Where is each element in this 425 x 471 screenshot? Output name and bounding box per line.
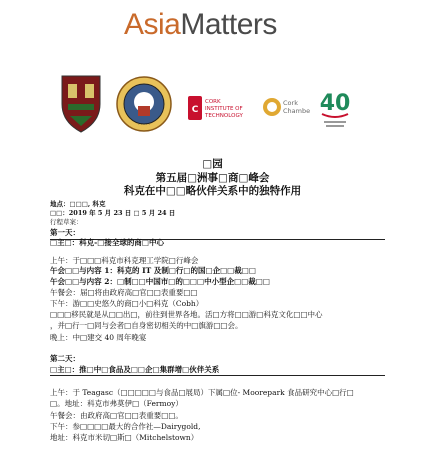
svg-text:· · · · ·: · · · · · xyxy=(138,122,150,127)
anniversary-40-logo-icon xyxy=(318,84,352,130)
day1-line: 下午：游□□史悠久的商□小□科克（Cobh） xyxy=(50,299,204,308)
header xyxy=(0,0,425,60)
svg-text:40: 40 xyxy=(319,91,351,116)
seal-logo-icon xyxy=(116,76,172,132)
svg-text:C: C xyxy=(191,105,199,115)
svg-text:CORK: CORK xyxy=(205,99,221,105)
day1-line: 上午：于□□□科克市科克理工学院□行峰会 xyxy=(50,256,199,265)
day1-line: 午会□□与内容 2：□制□□中国市□的□□□中小型企□□裁□□ xyxy=(50,277,270,286)
cork-chamber-logo-icon xyxy=(262,90,310,124)
day2-line: 地址：科克市米切□斯□（Mitchelstown） xyxy=(50,433,199,442)
day2-line: 下午：参□□□□最大的合作社—Dairygold, xyxy=(50,422,201,431)
partner-logos xyxy=(0,74,425,140)
day2-line: 午餐会：由政府高□官□□表重要□□。 xyxy=(50,411,183,420)
day1-line: ，并□行一□同与会者□自身密切相关的中□旗游□□会。 xyxy=(50,321,243,330)
dates-line: □□：2019 年 5 月 23 日 □ 5 月 24 日 xyxy=(50,209,176,217)
day1-line: 晚上：中□建交 40 周年晚宴 xyxy=(50,333,147,342)
svg-text:TECHNOLOGY: TECHNOLOGY xyxy=(205,113,243,119)
logo-matters: Matters xyxy=(180,8,277,41)
agenda-label: 行程草案： xyxy=(50,218,83,226)
asiamatters-logo xyxy=(124,8,277,42)
svg-text:Cork: Cork xyxy=(283,99,298,107)
day1-line: 午餐会：届□将由政府高□官□□表重要□□ xyxy=(50,288,198,297)
title-line-3: 科克在中□□略伙伴关系中的独特作用 xyxy=(123,185,302,197)
day2-line: 上午：于 Teagasc（□□□□□与食品□展局）下属□位- Moorepark 食品研究中心□行□ xyxy=(50,388,354,397)
day1-heading: 第一天： xyxy=(50,228,80,237)
svg-text:INSTITUTE OF: INSTITUTE OF xyxy=(205,106,243,112)
day2-theme: □主□：推□中□食品及□□企□集群增□伙伴关系 xyxy=(50,365,220,374)
day2-heading: 第二天： xyxy=(50,354,80,363)
day1-line: □□□移民就是从□□出□，前往到世界各地。活□方将□□游□科克文化□□中心 xyxy=(50,310,323,319)
day2-line: □。地址：科克市弗莫伊□（Fermoy） xyxy=(50,399,183,408)
day1-line: 午会□□与内容 1：科克的 IT 及制□行□的国□企□□裁□□ xyxy=(50,266,256,275)
title-line-1: □园 xyxy=(202,158,223,170)
logo-asia: Asia xyxy=(124,8,181,41)
cit-logo-icon xyxy=(188,94,250,122)
title-line-2: 第五届□洲事□商□峰会 xyxy=(155,172,270,184)
location-line: 地点：□□□, 科克 xyxy=(50,200,106,208)
day1-theme: □主□：科克-□接全球的商□中心 xyxy=(50,238,164,247)
svg-text:Chamber: Chamber xyxy=(283,107,310,115)
crest-logo-icon xyxy=(58,74,104,134)
day2-rule xyxy=(50,375,385,376)
